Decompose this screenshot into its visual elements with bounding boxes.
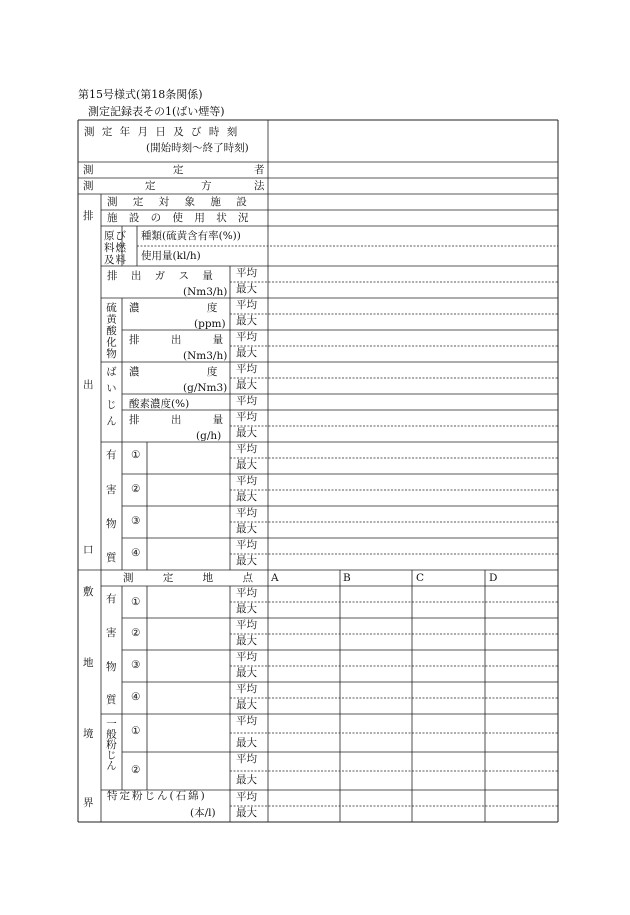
- max-label: 最大: [236, 347, 257, 359]
- avg-label: 平均: [236, 715, 257, 727]
- avg-label: 平均: [236, 587, 257, 599]
- avg-label: 平均: [236, 791, 257, 803]
- outlet-num-3: ③: [131, 515, 141, 527]
- max-label: 最大: [236, 283, 257, 295]
- avg-label: 平均: [236, 395, 257, 407]
- avg-label: 平均: [236, 331, 257, 343]
- avg-label: 平均: [236, 507, 257, 519]
- site-harm-b: 害: [106, 627, 117, 639]
- method-label-d: 法: [254, 180, 265, 192]
- avg-label: 平均: [236, 267, 257, 279]
- col-c: C: [416, 572, 425, 584]
- avg-label: 平均: [236, 299, 257, 311]
- datetime-sub: (開始時刻～終了時刻): [146, 142, 249, 154]
- col-b: B: [343, 572, 351, 584]
- max-label: 最大: [236, 603, 257, 615]
- site-harm-a: 有: [106, 593, 117, 605]
- max-label: 最大: [236, 699, 257, 711]
- site-side-c: 境: [83, 728, 94, 740]
- avg-label: 平均: [236, 753, 257, 765]
- gas-label: 排 出 ガ ス 量: [107, 270, 218, 282]
- col-a: A: [271, 572, 279, 584]
- max-label: 最大: [236, 379, 257, 391]
- datetime-label: 測 定 年 月 日 及 び 時 刻: [84, 126, 240, 138]
- sox-amount-unit: (Nm3/h): [183, 350, 228, 362]
- max-label: 最大: [236, 491, 257, 503]
- max-label: 最大: [236, 315, 257, 327]
- sox-amount-label: 排 出 量: [129, 334, 224, 346]
- site-harm-d: 質: [106, 694, 117, 706]
- fuel-type-label: 種類(硫黄含有率(%)): [141, 230, 241, 242]
- max-label: 最大: [236, 459, 257, 471]
- avg-label: 平均: [236, 363, 257, 375]
- max-label: 最大: [236, 737, 257, 749]
- site-side-d: 界: [83, 797, 94, 809]
- max-label: 最大: [236, 635, 257, 647]
- outlet-side-a: 排: [83, 210, 94, 222]
- fuel-amount-label: 使用量(kl/h): [141, 250, 201, 262]
- dust-group-label: ばいじん: [105, 366, 117, 432]
- dust-conc-label: 濃 度: [129, 366, 218, 378]
- fuel-group-label: 原び料燃及料: [104, 230, 127, 266]
- dust-amount-label: 排 出 量: [129, 414, 224, 426]
- avg-label: 平均: [236, 651, 257, 663]
- method-label-c: 方: [201, 180, 212, 192]
- measurer-label-b: 定: [173, 164, 184, 176]
- oxygen-label: 酸素濃度(%): [129, 398, 190, 410]
- avg-label: 平均: [236, 475, 257, 487]
- form-number: 第15号様式(第18条関係): [78, 88, 203, 101]
- site-side-a: 敷: [83, 586, 94, 598]
- measurer-label-a: 測: [83, 164, 94, 176]
- max-label: 最大: [236, 555, 257, 567]
- max-label: 最大: [236, 667, 257, 679]
- outlet-num-4: ④: [131, 547, 141, 559]
- sox-group-label: 硫黄酸化物: [105, 302, 117, 360]
- outlet-harm-d: 質: [106, 552, 117, 564]
- col-d: D: [489, 572, 498, 584]
- asbestos-unit: (本/l): [190, 807, 216, 819]
- site-num-2: ②: [131, 627, 141, 639]
- sox-conc-unit: (ppm): [194, 318, 226, 330]
- outlet-harm-c: 物: [106, 518, 117, 530]
- general-num-2: ②: [131, 764, 141, 776]
- outlet-num-1: ①: [131, 449, 141, 461]
- asbestos-label: 特定粉じん(石綿): [107, 790, 207, 802]
- avg-label: 平均: [236, 443, 257, 455]
- avg-label: 平均: [236, 539, 257, 551]
- measurer-label-c: 者: [254, 164, 265, 176]
- outlet-side-b: 出: [83, 379, 94, 391]
- max-label: 最大: [236, 807, 257, 819]
- outlet-num-2: ②: [131, 483, 141, 495]
- method-label-a: 測: [83, 180, 94, 192]
- sox-conc-label: 濃 度: [129, 302, 218, 314]
- outlet-side-c: 口: [83, 544, 94, 556]
- max-label: 最大: [236, 774, 257, 786]
- method-label-b: 定: [145, 180, 156, 192]
- facility-label: 測 定 対 象 施 設: [107, 196, 253, 208]
- site-num-1: ①: [131, 596, 141, 608]
- max-label: 最大: [236, 427, 257, 439]
- outlet-harm-a: 有: [106, 449, 117, 461]
- dust-conc-unit: (g/Nm3): [183, 382, 228, 394]
- general-dust-label: 一般粉じん: [105, 718, 117, 771]
- avg-label: 平均: [236, 411, 257, 423]
- outlet-harm-b: 害: [106, 484, 117, 496]
- avg-label: 平均: [236, 619, 257, 631]
- gas-unit: (Nm3/h): [183, 286, 228, 298]
- general-num-1: ①: [131, 725, 141, 737]
- max-label: 最大: [236, 523, 257, 535]
- site-harm-c: 物: [106, 661, 117, 673]
- site-num-4: ④: [131, 691, 141, 703]
- point-label: 測 定 地 点: [123, 572, 254, 584]
- usage-label: 施 設 の 使 用 状 況: [107, 212, 253, 224]
- site-side-b: 地: [83, 657, 94, 669]
- site-num-3: ③: [131, 659, 141, 671]
- dust-amount-unit: (g/h): [196, 430, 222, 442]
- sheet-title: 測定記録表その1(ばい煙等): [88, 105, 225, 118]
- avg-label: 平均: [236, 683, 257, 695]
